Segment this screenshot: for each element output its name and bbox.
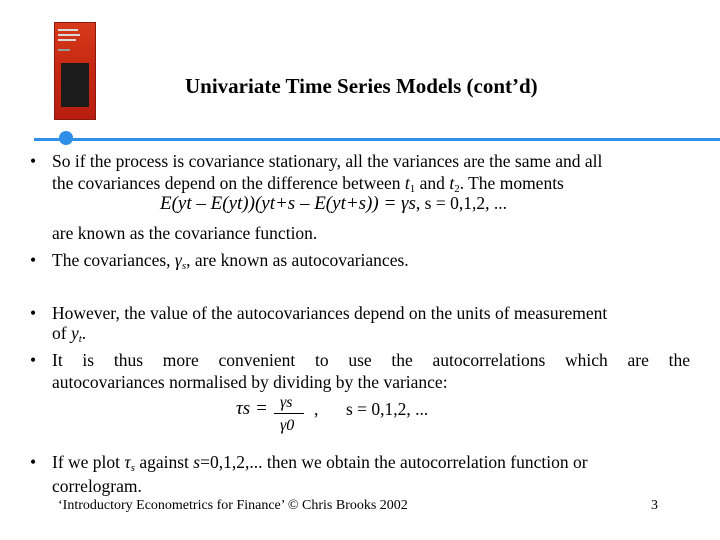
footer-citation: ‘Introductory Econometrics for Finance’ © Chris Brooks 2002 <box>58 498 408 513</box>
covariance-range: , s = 0,1,2, ... <box>415 193 507 213</box>
bullet-1-line-3: are known as the covariance function. <box>52 223 318 243</box>
acf-denominator: γ0 <box>280 417 295 434</box>
bullet-4-line-1: It is thus more convenient to use the autocorrelations which are the <box>52 350 690 370</box>
fraction-bar <box>274 413 304 414</box>
cover-title-line <box>58 39 76 41</box>
header-divider-dot <box>59 131 73 145</box>
bullet-marker: • <box>30 303 37 323</box>
bullet-marker: • <box>30 250 37 270</box>
header-divider <box>34 138 720 141</box>
bullet-marker: • <box>30 151 37 171</box>
bullet-3-line-2: of $y_t$. <box>52 323 87 345</box>
acf-numerator: γs <box>280 394 293 411</box>
bullet-5-line-1: If we plot $\tau_s$ against s=0,1,2,... then we obtain the autocorrelation function or <box>52 452 588 474</box>
slide-title: Univariate Time Series Models (cont’d) <box>185 74 538 98</box>
bullet-marker: • <box>30 350 37 370</box>
cover-photo-panel <box>61 63 89 107</box>
bullet-2: The covariances, $\gamma_s$, are known as autocovariances. <box>52 250 409 272</box>
cover-author-line <box>58 49 70 51</box>
acf-comma: , <box>314 399 319 419</box>
covariance-formula: E(yt – E(yt))(yt+s – E(yt+s)) = γs <box>160 193 416 214</box>
acf-tau: τs = <box>236 398 268 419</box>
book-cover-image <box>54 22 96 120</box>
acf-fraction <box>262 390 312 440</box>
bullet-marker: • <box>30 452 37 472</box>
page-number: 3 <box>651 498 658 513</box>
bullet-5-line-2: correlogram. <box>52 476 142 496</box>
bullet-4-line-2: autocovariances normalised by dividing by the variance: <box>52 372 448 392</box>
acf-range: s = 0,1,2, ... <box>346 399 429 419</box>
covariance-equation <box>160 193 507 215</box>
cover-title-line <box>58 34 80 36</box>
cover-title-line <box>58 29 78 31</box>
bullet-1-line-1: So if the process is covariance stationary, all the variances are the same and all <box>52 151 603 171</box>
bullet-1-line-2: the covariances depend on the difference between $t_1$ and $t_2$. The moments <box>52 173 564 195</box>
bullet-3-line-1: However, the value of the autocovariances depend on the units of measurement <box>52 303 608 323</box>
